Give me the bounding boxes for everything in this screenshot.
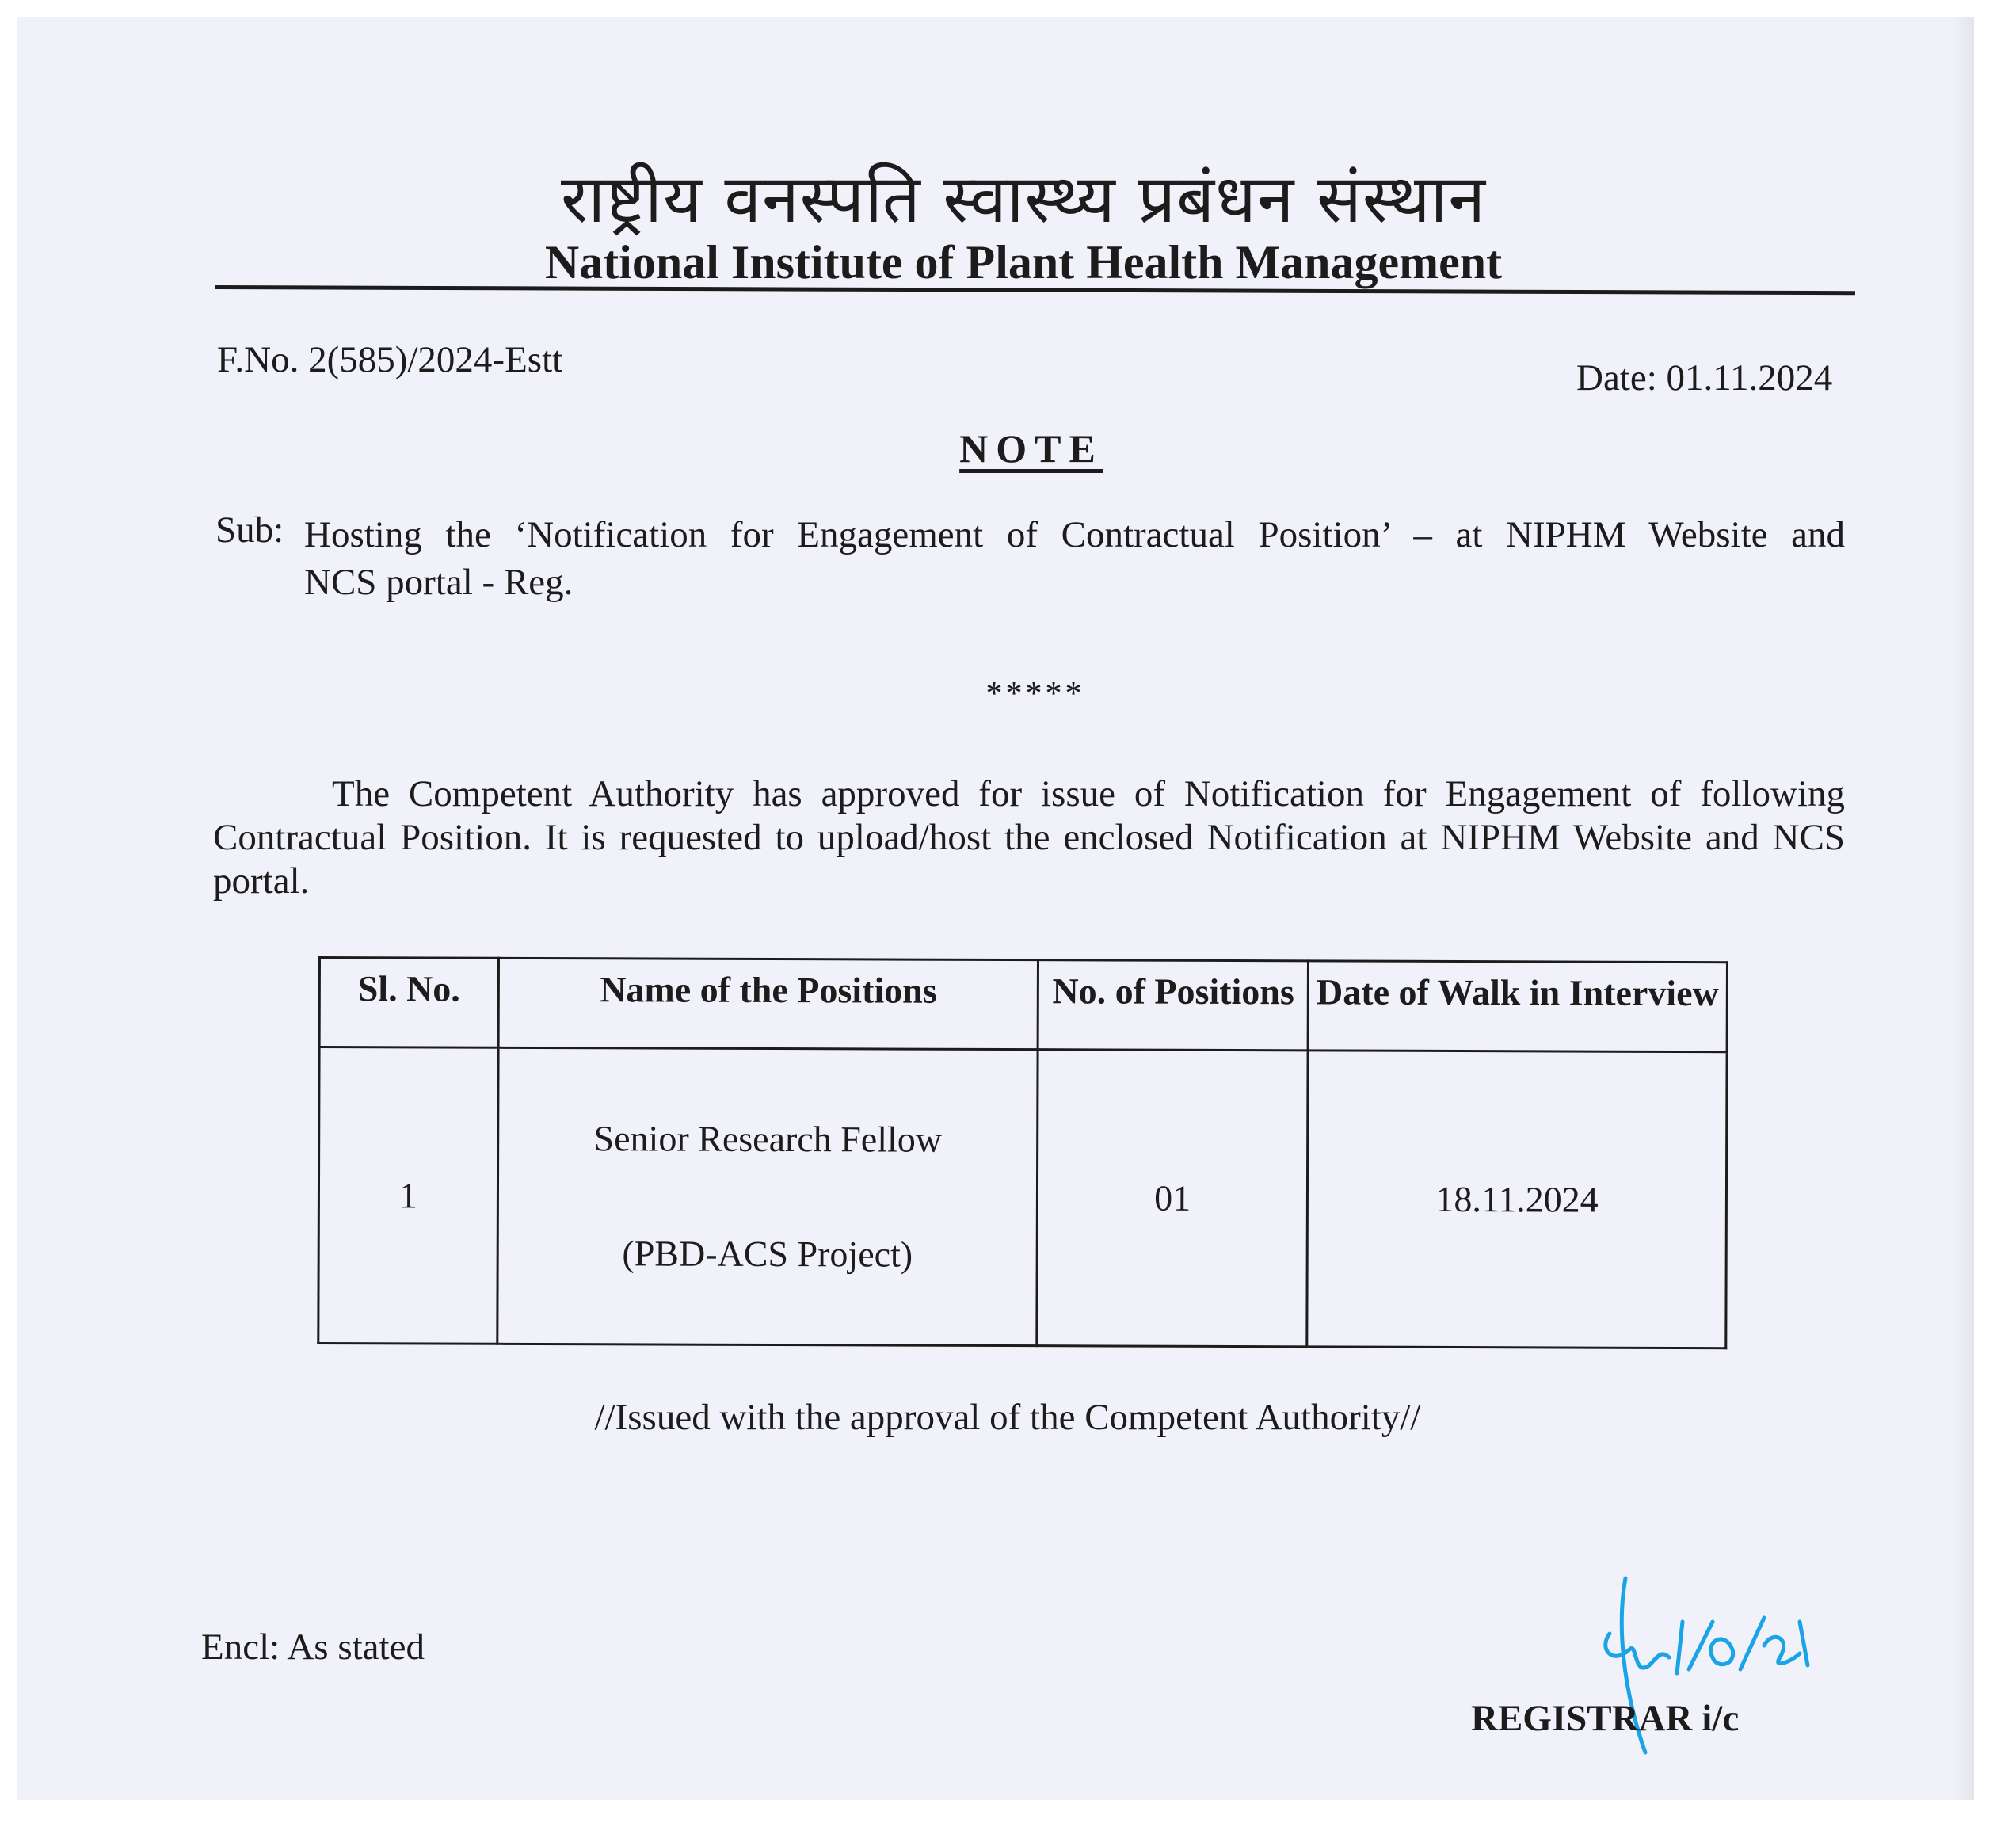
enclosure-note: Encl: As stated [201,1627,425,1668]
table-row [318,1047,1727,1348]
document-page [17,17,1974,1800]
document-date: Date: 01.11.2024 [1576,357,1833,399]
table-header-row [319,958,1727,1052]
cell-sl-no: 1 [318,1047,498,1344]
institute-title-hindi: राष्ट्रीय वनस्पति स्वास्थ्य प्रबंधन संस्थान [561,160,1486,238]
subject-label: Sub: [215,509,284,551]
body-paragraph: The Competent Authority has approved for issue of Notification for Engagement of following Contractual Position. It is requested to upload/host the enclosed Notification at NIPHM Website and NCS portal. [213,773,1845,902]
header-position-name: Name of the Positions [498,958,1038,1049]
header-interview-date: Date of Walk in Interview [1308,961,1727,1052]
subject-line-2: NCS portal - Reg. [304,562,574,603]
note-heading: NOTE [959,426,1103,471]
subject-line-1: Hosting the ‘Notification for Engagement of Contractual Position’ – at NIPHM Website and [304,514,1845,555]
position-name-line-2: (PBD-ACS Project) [622,1233,913,1275]
header-position-count: No. of Positions [1038,960,1308,1051]
cell-position-count: 01 [1037,1050,1308,1347]
file-number: F.No. 2(585)/2024-Estt [217,339,563,380]
cell-position-name [497,1047,1038,1345]
signatory-title: REGISTRAR i/c [1471,1698,1740,1739]
positions-table [317,956,1728,1349]
institute-title-english: National Institute of Plant Health Management [544,236,1503,288]
position-name-line-1: Senior Research Fellow [593,1118,943,1160]
cell-interview-date: 18.11.2024 [1307,1051,1727,1348]
header-sl-no: Sl. No. [319,958,498,1048]
issued-approval-line: //Issued with the approval of the Competent Authority// [594,1397,1421,1438]
separator-stars: ***** [985,676,1085,712]
